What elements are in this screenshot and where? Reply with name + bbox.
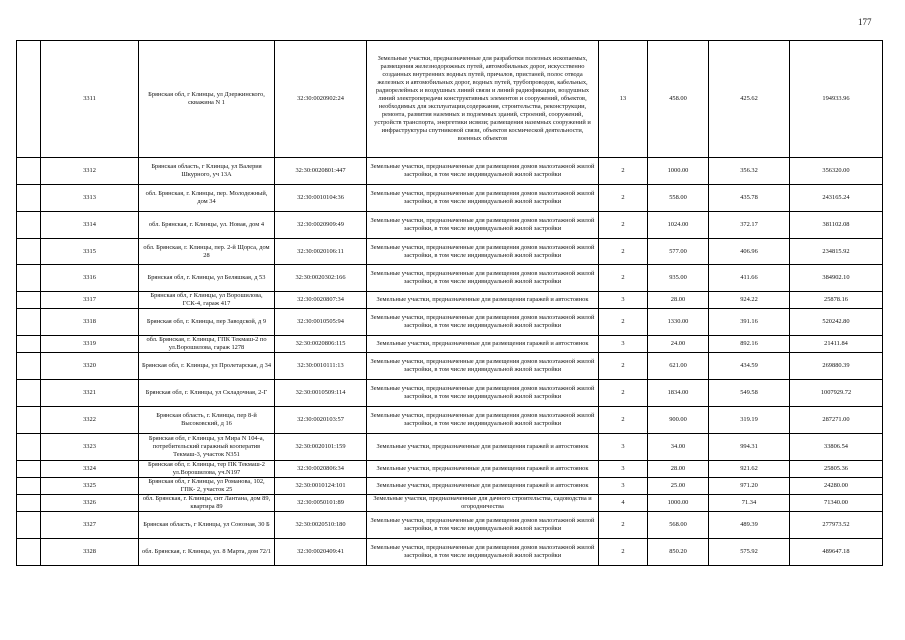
group-cell: 4 xyxy=(599,495,648,512)
land-use-cell: Земельные участки, предназначенные для размещения домов малоэтажной жилой застройки, в том числе индивидуальной жилой застройки xyxy=(367,407,599,434)
land-use-cell: Земельные участки, предназначенные для размещения домов малоэтажной жилой застройки, в том числе индивидуальной жилой застройки xyxy=(367,353,599,380)
blank-cell xyxy=(17,539,41,566)
group-cell: 2 xyxy=(599,265,648,292)
area-cell: 850.20 xyxy=(648,539,709,566)
land-use-cell: Земельные участки, предназначенные для размещения домов малоэтажной жилой застройки, в том числе индивидуальной жилой застройки xyxy=(367,539,599,566)
blank-cell xyxy=(17,158,41,185)
row-number: 3326 xyxy=(41,495,139,512)
cadastral-value-cell: 356320.00 xyxy=(790,158,883,185)
row-number: 3325 xyxy=(41,478,139,495)
row-number: 3315 xyxy=(41,239,139,265)
group-cell: 2 xyxy=(599,353,648,380)
blank-cell xyxy=(17,434,41,461)
table-row xyxy=(17,461,883,478)
area-cell: 25.00 xyxy=(648,478,709,495)
row-number: 3320 xyxy=(41,353,139,380)
address-cell: Брянская область, г. Клинцы, пер 8-й Высоковский, д 16 xyxy=(139,407,275,434)
area-cell: 900.00 xyxy=(648,407,709,434)
cadastral-number-cell: 32:30:0050101:89 xyxy=(275,495,367,512)
specific-value-cell: 892.16 xyxy=(709,336,790,353)
table-row xyxy=(17,239,883,265)
group-cell: 2 xyxy=(599,158,648,185)
table-row xyxy=(17,265,883,292)
row-number: 3328 xyxy=(41,539,139,566)
land-use-cell: Земельные участки, предназначенные для размещения домов малоэтажной жилой застройки, в том числе индивидуальной жилой застройки xyxy=(367,185,599,212)
land-use-cell: Земельные участки, предназначенные для размещения домов малоэтажной жилой застройки, в том числе индивидуальной жилой застройки xyxy=(367,265,599,292)
row-number: 3314 xyxy=(41,212,139,239)
specific-value-cell: 434.59 xyxy=(709,353,790,380)
blank-cell xyxy=(17,41,41,158)
row-number: 3312 xyxy=(41,158,139,185)
address-cell: обл. Брянская, г. Клинцы, пер. 2-й Щорса, дом 28 xyxy=(139,239,275,265)
cadastral-number-cell: 32:30:0020106:11 xyxy=(275,239,367,265)
specific-value-cell: 435.78 xyxy=(709,185,790,212)
cadastral-number-cell: 32:30:0020409:41 xyxy=(275,539,367,566)
cadastral-value-cell: 21411.84 xyxy=(790,336,883,353)
land-use-cell: Земельные участки, предназначенные для размещения домов малоэтажной жилой застройки, в том числе индивидуальной жилой застройки xyxy=(367,380,599,407)
area-cell: 28.00 xyxy=(648,292,709,309)
blank-cell xyxy=(17,478,41,495)
blank-cell xyxy=(17,461,41,478)
area-cell: 1000.00 xyxy=(648,495,709,512)
address-cell: Брянская область, г Клинцы, ул Союзная, 30 Б xyxy=(139,512,275,539)
blank-cell xyxy=(17,309,41,336)
address-cell: Брянская область, г Клинцы, ул Валерия Шкурного, уч 13А xyxy=(139,158,275,185)
cadastral-value-cell: 24280.00 xyxy=(790,478,883,495)
address-cell: Брянская обл, г Клинцы, ул Мира N 104-а, потребительский гаражный кооператив Текмаш-3, участок N351 xyxy=(139,434,275,461)
address-cell: обл. Брянская, г. Клинцы, ГПК Текмаш-2 по ул.Ворошилова, гараж 1278 xyxy=(139,336,275,353)
blank-cell xyxy=(17,239,41,265)
table-row xyxy=(17,158,883,185)
table-row xyxy=(17,41,883,158)
blank-cell xyxy=(17,292,41,309)
table-row xyxy=(17,495,883,512)
land-use-cell: Земельные участки, предназначенные для размещения гаражей и автостоянок xyxy=(367,336,599,353)
row-number: 3327 xyxy=(41,512,139,539)
area-cell: 28.00 xyxy=(648,461,709,478)
area-cell: 558.00 xyxy=(648,185,709,212)
group-cell: 2 xyxy=(599,309,648,336)
cadastral-number-cell: 32:30:0020806:115 xyxy=(275,336,367,353)
group-cell: 3 xyxy=(599,336,648,353)
blank-cell xyxy=(17,212,41,239)
area-cell: 621.00 xyxy=(648,353,709,380)
cadastral-value-cell: 381102.08 xyxy=(790,212,883,239)
group-cell: 2 xyxy=(599,380,648,407)
cadastral-number-cell: 32:30:0020801:447 xyxy=(275,158,367,185)
cadastral-number-cell: 32:30:0020302:166 xyxy=(275,265,367,292)
cadastral-number-cell: 32:30:0010509:114 xyxy=(275,380,367,407)
specific-value-cell: 406.96 xyxy=(709,239,790,265)
blank-cell xyxy=(17,265,41,292)
cadastral-value-table xyxy=(16,40,883,566)
address-cell: обл. Брянская, г. Клинцы, ул. Новая, дом 4 xyxy=(139,212,275,239)
row-number: 3324 xyxy=(41,461,139,478)
cadastral-value-cell: 33806.54 xyxy=(790,434,883,461)
specific-value-cell: 994.31 xyxy=(709,434,790,461)
area-cell: 568.00 xyxy=(648,512,709,539)
group-cell: 2 xyxy=(599,239,648,265)
cadastral-value-cell: 287271.00 xyxy=(790,407,883,434)
row-number: 3323 xyxy=(41,434,139,461)
table-body xyxy=(17,41,883,566)
specific-value-cell: 971.20 xyxy=(709,478,790,495)
row-number: 3322 xyxy=(41,407,139,434)
cadastral-number-cell: 32:30:0020103:57 xyxy=(275,407,367,434)
table-row xyxy=(17,212,883,239)
area-cell: 1000.00 xyxy=(648,158,709,185)
specific-value-cell: 319.19 xyxy=(709,407,790,434)
land-use-cell: Земельные участки, предназначенные для размещения домов малоэтажной жилой застройки, в том числе индивидуальной жилой застройки xyxy=(367,239,599,265)
cadastral-value-cell: 25805.36 xyxy=(790,461,883,478)
group-cell: 3 xyxy=(599,478,648,495)
specific-value-cell: 549.58 xyxy=(709,380,790,407)
cadastral-value-cell: 71340.00 xyxy=(790,495,883,512)
land-use-cell: Земельные участки, предназначенные для размещения гаражей и автостоянок xyxy=(367,461,599,478)
group-cell: 2 xyxy=(599,512,648,539)
blank-cell xyxy=(17,353,41,380)
cadastral-value-cell: 489647.18 xyxy=(790,539,883,566)
specific-value-cell: 372.17 xyxy=(709,212,790,239)
cadastral-value-cell: 520242.80 xyxy=(790,309,883,336)
group-cell: 2 xyxy=(599,212,648,239)
address-cell: Брянская обл, г. Клинцы, ул Беляшкая, д 53 xyxy=(139,265,275,292)
land-use-cell: Земельные участки, предназначенные для размещения домов малоэтажной жилой застройки, в том числе индивидуальной жилой застройки xyxy=(367,512,599,539)
table-row xyxy=(17,185,883,212)
address-cell: Брянская обл, г Клинцы, ул Дзержинского, скважина N 1 xyxy=(139,41,275,158)
cadastral-value-cell: 269880.39 xyxy=(790,353,883,380)
group-cell: 2 xyxy=(599,539,648,566)
cadastral-value-cell: 384902.10 xyxy=(790,265,883,292)
cadastral-number-cell: 32:30:0020806:34 xyxy=(275,461,367,478)
table-row xyxy=(17,478,883,495)
address-cell: обл. Брянская, г. Клинцы, пер. Молодежный, дом 34 xyxy=(139,185,275,212)
cadastral-value-cell: 194933.96 xyxy=(790,41,883,158)
cadastral-value-cell: 234815.92 xyxy=(790,239,883,265)
blank-cell xyxy=(17,512,41,539)
table-row xyxy=(17,353,883,380)
row-number: 3321 xyxy=(41,380,139,407)
address-cell: Брянская обл, г. Клинцы, пер Заводской, д 9 xyxy=(139,309,275,336)
specific-value-cell: 425.62 xyxy=(709,41,790,158)
cadastral-value-cell: 1007929.72 xyxy=(790,380,883,407)
table-row xyxy=(17,512,883,539)
address-cell: обл. Брянская, г. Клинцы, снт Лантана, дом 89, квартира 89 xyxy=(139,495,275,512)
cadastral-value-cell: 277973.52 xyxy=(790,512,883,539)
land-use-cell: Земельные участки, предназначенные для размещения гаражей и автостоянок xyxy=(367,292,599,309)
specific-value-cell: 489.39 xyxy=(709,512,790,539)
address-cell: обл. Брянская, г. Клинцы, ул. 8 Марта, дом 72/1 xyxy=(139,539,275,566)
cadastral-number-cell: 32:30:0020902:24 xyxy=(275,41,367,158)
cadastral-value-cell: 243165.24 xyxy=(790,185,883,212)
cadastral-value-cell: 25878.16 xyxy=(790,292,883,309)
blank-cell xyxy=(17,380,41,407)
specific-value-cell: 71.34 xyxy=(709,495,790,512)
area-cell: 1024.00 xyxy=(648,212,709,239)
specific-value-cell: 356.32 xyxy=(709,158,790,185)
address-cell: Брянская обл, г Клинцы, ул Ворошилова, ГСК-4, гараж 417 xyxy=(139,292,275,309)
cadastral-number-cell: 32:30:0020807:34 xyxy=(275,292,367,309)
row-number: 3311 xyxy=(41,41,139,158)
land-use-cell: Земельные участки, предназначенные для размещения домов малоэтажной жилой застройки, в том числе индивидуальной жилой застройки xyxy=(367,158,599,185)
cadastral-number-cell: 32:30:0010104:36 xyxy=(275,185,367,212)
blank-cell xyxy=(17,336,41,353)
cadastral-number-cell: 32:30:0010111:13 xyxy=(275,353,367,380)
area-cell: 34.00 xyxy=(648,434,709,461)
land-use-cell: Земельные участки, предназначенные для размещения гаражей и автостоянок xyxy=(367,434,599,461)
group-cell: 13 xyxy=(599,41,648,158)
table-row xyxy=(17,539,883,566)
group-cell: 3 xyxy=(599,461,648,478)
row-number: 3317 xyxy=(41,292,139,309)
table-row xyxy=(17,309,883,336)
group-cell: 3 xyxy=(599,292,648,309)
row-number: 3318 xyxy=(41,309,139,336)
specific-value-cell: 921.62 xyxy=(709,461,790,478)
land-use-cell: Земельные участки, предназначенные для размещения домов малоэтажной жилой застройки, в том числе индивидуальной жилой застройки xyxy=(367,212,599,239)
table-row xyxy=(17,292,883,309)
specific-value-cell: 924.22 xyxy=(709,292,790,309)
land-use-cell: Земельные участки, предназначенные для разработки полезных ископаемых, размещения железнодорожных путей, автомобильных дорог, искусственно созданных внутренних водных путей, причалов, пристаней, полос отвода железных и автомобильных дорог, водных путей, трубопроводов, кабельных, радиорелейных и воздушных линий связи и линий радиофикации, воздушных линий электропередачи конструктивных элементов и сооружений, объектов, необходимых для эксплуатации,содержания, строительства, реконструкции, ремонта, развития наземных и подземных зданий, строений, сооружений, устройств транспорта, энергетики исвязи; размещения наземных сооружений и инфраструктуры спутниковой связи, объектов космической деятельности, военных объектов xyxy=(367,41,599,158)
cadastral-number-cell: 32:30:0020909:49 xyxy=(275,212,367,239)
row-number: 3319 xyxy=(41,336,139,353)
table-row xyxy=(17,407,883,434)
address-cell: Брянская обл, г. Клинцы, ул Пролетарская, д 34 xyxy=(139,353,275,380)
specific-value-cell: 391.16 xyxy=(709,309,790,336)
blank-cell xyxy=(17,495,41,512)
area-cell: 1330.00 xyxy=(648,309,709,336)
blank-cell xyxy=(17,185,41,212)
group-cell: 2 xyxy=(599,407,648,434)
specific-value-cell: 411.66 xyxy=(709,265,790,292)
area-cell: 1834.00 xyxy=(648,380,709,407)
cadastral-number-cell: 32:30:0020510:180 xyxy=(275,512,367,539)
area-cell: 24.00 xyxy=(648,336,709,353)
cadastral-number-cell: 32:30:0010124:101 xyxy=(275,478,367,495)
specific-value-cell: 575.92 xyxy=(709,539,790,566)
area-cell: 935.00 xyxy=(648,265,709,292)
table-row xyxy=(17,380,883,407)
table-row xyxy=(17,434,883,461)
area-cell: 577.00 xyxy=(648,239,709,265)
address-cell: Брянская обл, г. Клинцы, ул Складочная, 2-Г xyxy=(139,380,275,407)
cadastral-number-cell: 32:30:0010505:94 xyxy=(275,309,367,336)
address-cell: Брянская обл, г. Клинцы, тер ПК Текмаш-2 ул.Ворошилова, уч.N197 xyxy=(139,461,275,478)
land-use-cell: Земельные участки, предназначенные для размещения гаражей и автостоянок xyxy=(367,478,599,495)
table-row xyxy=(17,336,883,353)
cadastral-number-cell: 32:30:0020101:159 xyxy=(275,434,367,461)
address-cell: Брянская обл, г Клинцы, ул Романова, 102, ГПК- 2, участок 25 xyxy=(139,478,275,495)
group-cell: 2 xyxy=(599,185,648,212)
area-cell: 458.00 xyxy=(648,41,709,158)
row-number: 3316 xyxy=(41,265,139,292)
land-use-cell: Земельные участки, предназначенные для дачного строительства, садоводства и огородничества xyxy=(367,495,599,512)
row-number: 3313 xyxy=(41,185,139,212)
group-cell: 3 xyxy=(599,434,648,461)
page-number: 177 xyxy=(858,17,872,27)
blank-cell xyxy=(17,407,41,434)
land-use-cell: Земельные участки, предназначенные для размещения домов малоэтажной жилой застройки, в том числе индивидуальной жилой застройки xyxy=(367,309,599,336)
